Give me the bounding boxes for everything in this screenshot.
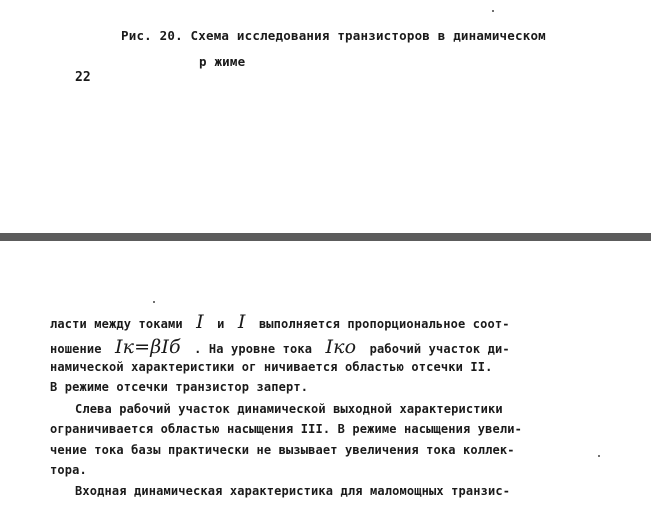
upper-page (0, 0, 651, 233)
page-divider (0, 233, 651, 241)
body-line-2 (50, 336, 510, 358)
body-text: рабочий участок ди- (369, 342, 510, 356)
body-line-5: Слева рабочий участок динамической выходной характеристики (75, 402, 503, 416)
formula-ik-beta-ib: Iк=βIб (115, 336, 181, 358)
body-line-1 (50, 311, 510, 333)
body-line-7: чение тока базы практически не вызывает увеличения тока коллек- (50, 443, 515, 457)
body-text: и (217, 317, 225, 331)
formula-current-e: I (196, 311, 204, 333)
page-number: 22 (75, 70, 91, 85)
scan-speck (492, 10, 494, 12)
formula-iko: Iко (325, 336, 357, 358)
scan-speck (598, 455, 600, 457)
body-line-9: Входная динамическая характеристика для маломощных транзис- (75, 484, 511, 498)
lower-page (0, 241, 651, 505)
body-text: ласти между токами (50, 317, 183, 331)
figure-caption-line-1: Рис. 20. Схема исследования транзисторов в динамическом (121, 28, 546, 43)
formula-current-k: I (237, 311, 246, 333)
body-line-4: В режиме отсечки транзистор заперт. (50, 380, 309, 394)
body-text: ношение (50, 342, 102, 356)
body-line-3: намической характеристики ог ничивается областью отсечки II. (50, 360, 493, 374)
body-line-6: ограничивается областью насыщения III. В режиме насыщения увели- (50, 422, 522, 436)
scan-speck (153, 301, 155, 303)
body-line-8: тора. (50, 463, 87, 477)
body-text: . На уровне тока (194, 342, 313, 356)
body-text: выполняется пропорциональное соот- (258, 317, 510, 331)
figure-caption-line-2: р жиме (199, 54, 246, 69)
